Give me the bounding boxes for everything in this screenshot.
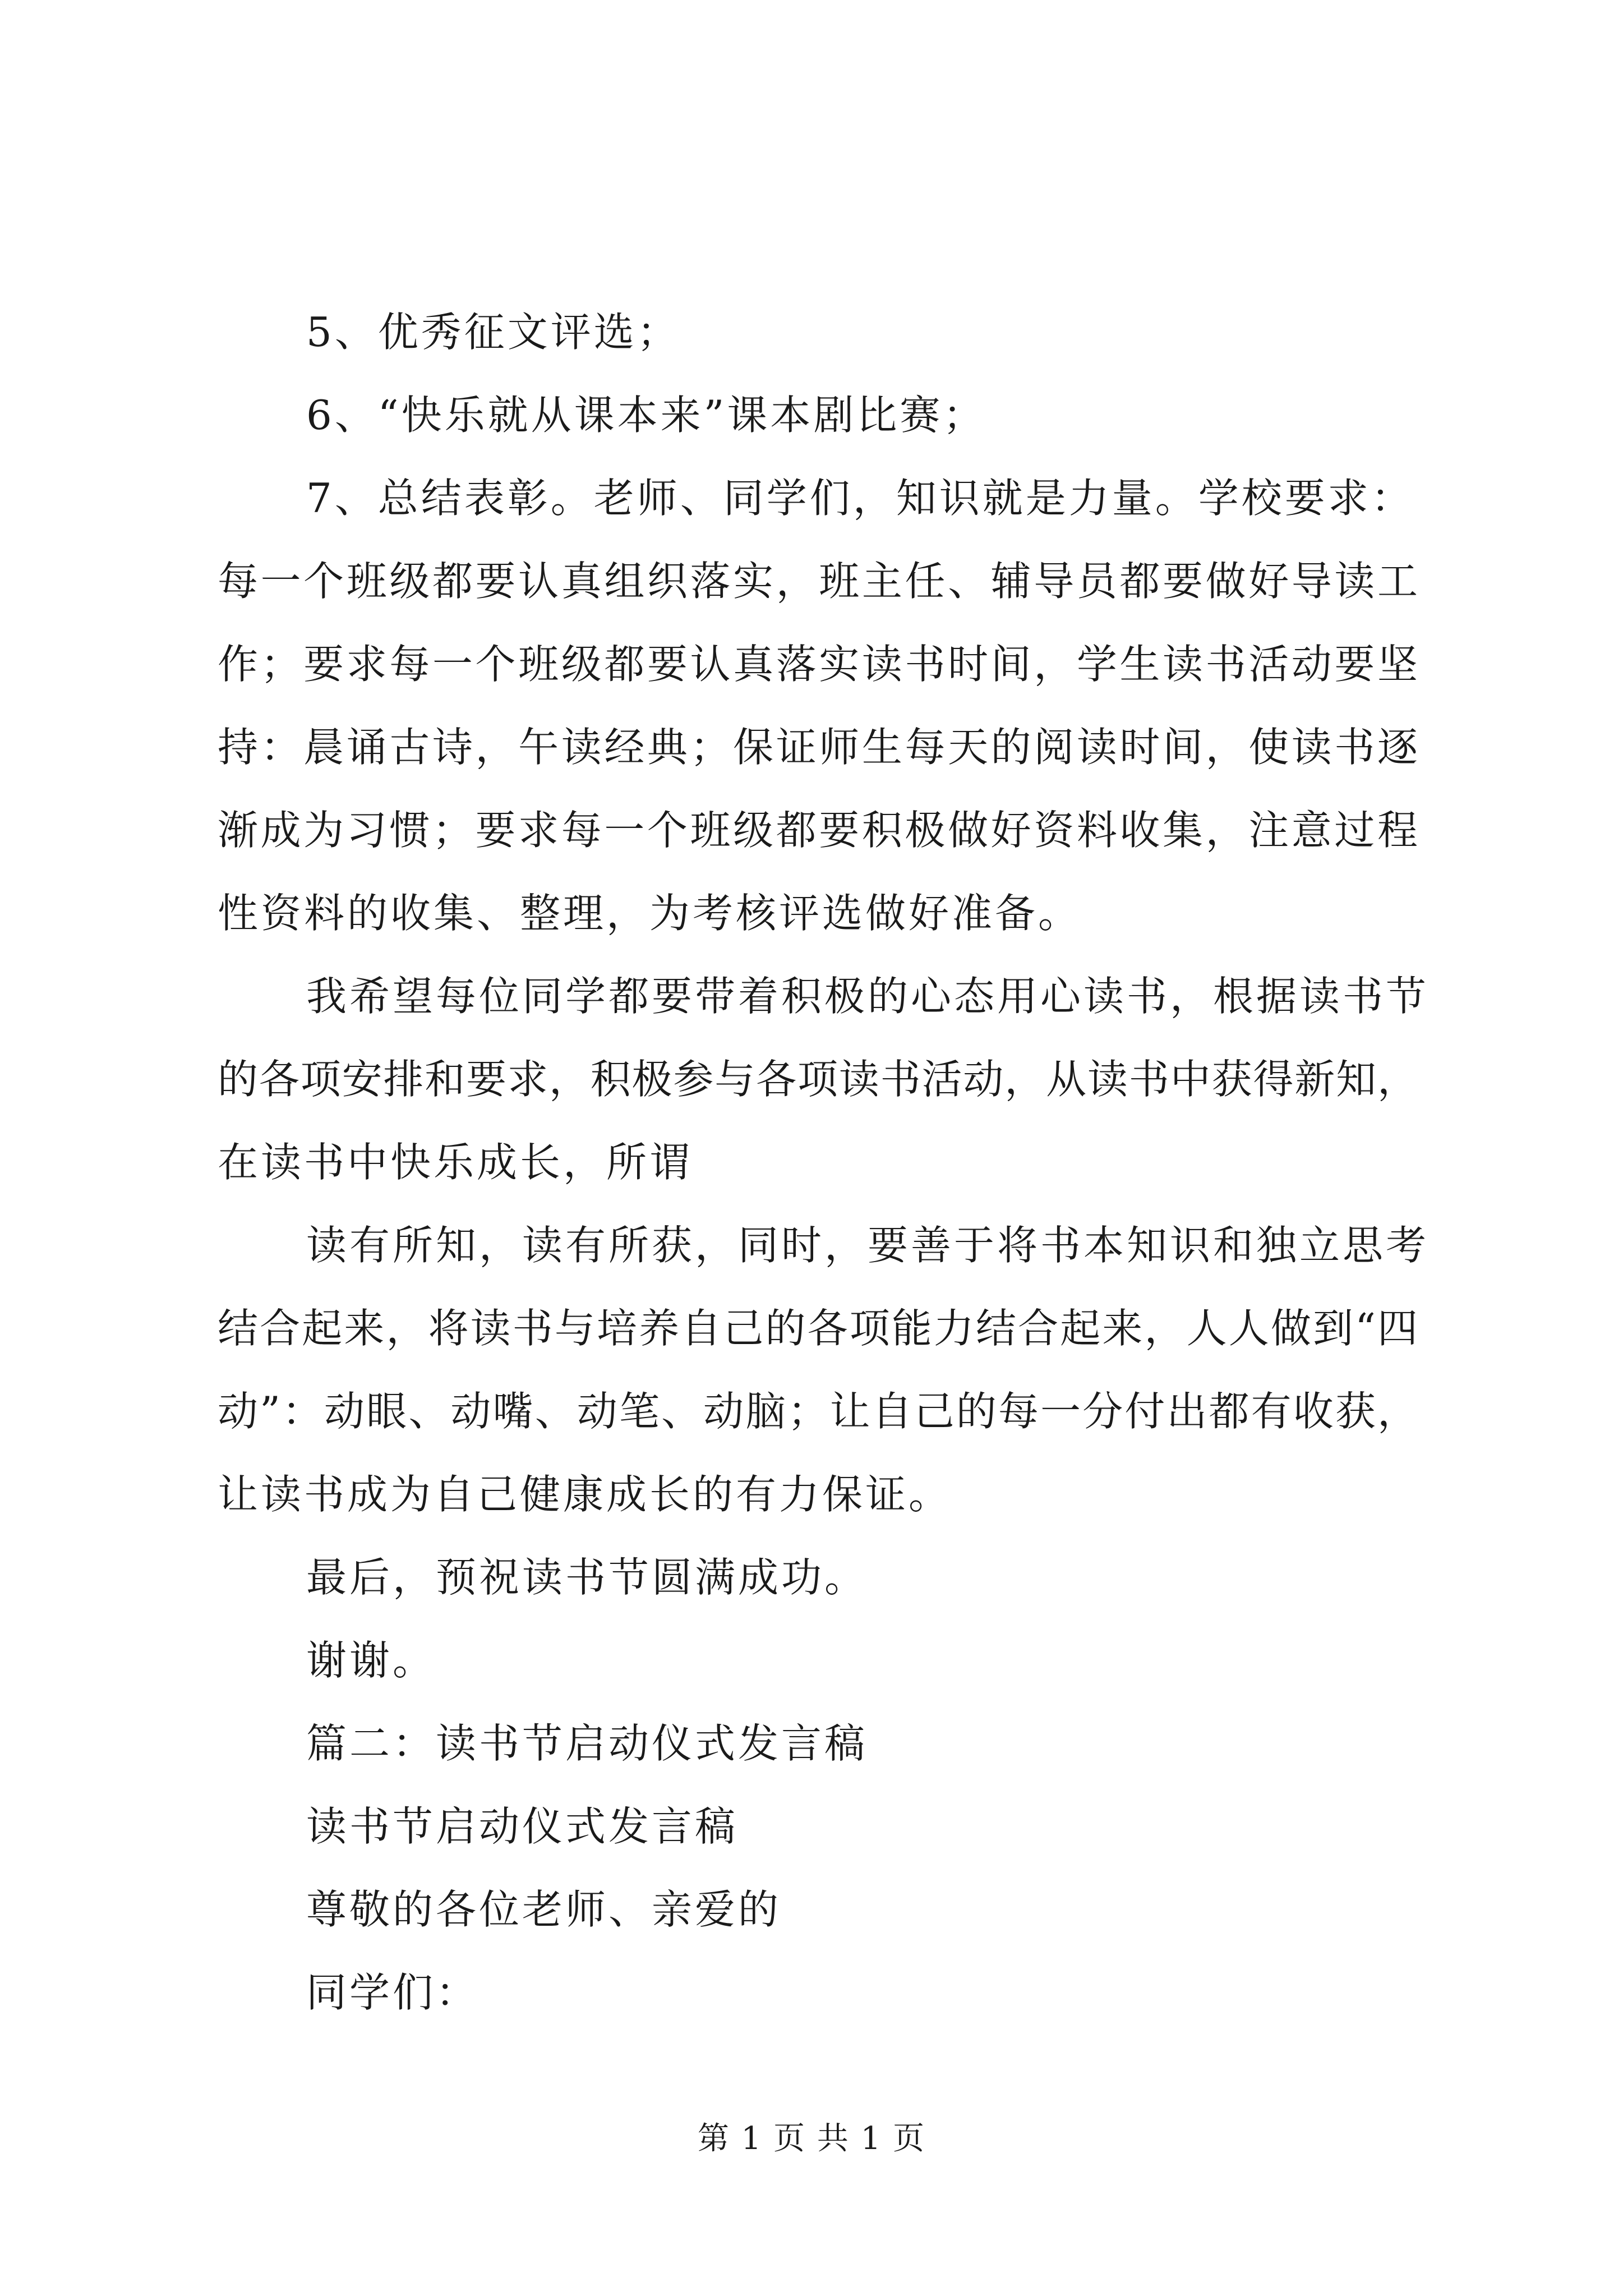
section-heading: 篇二：读书节启动仪式发言稿: [306, 1720, 868, 1767]
page-footer: 第 1 页 共 1 页: [697, 2120, 926, 2157]
salutation-continued: 同学们：: [306, 1969, 479, 2016]
paragraph-summary: [218, 457, 1418, 955]
paragraph-hope: [218, 955, 1430, 1204]
paragraph-line: 在读书中快乐成长，所谓: [218, 1139, 693, 1186]
thanks: 谢谢。: [306, 1637, 436, 1684]
paragraph-line: 我希望每位同学都要带着积极的心态用心读书，根据读书节: [306, 973, 1430, 1020]
paragraph-line: 渐成为习惯；要求每一个班级都要积极做好资料收集，注意过程: [218, 807, 1418, 854]
paragraph-line: 的各项安排和要求，积极参与各项读书活动，从读书中获得新知，: [218, 1056, 1418, 1103]
paragraph-line: 动”：动眼、动嘴、动笔、动脑；让自己的每一分付出都有收获，: [218, 1388, 1418, 1435]
list-item-5: 5、优秀征文评选；: [306, 309, 680, 356]
paragraph-line: 结合起来，将读书与培养自己的各项能力结合起来，人人做到“四: [218, 1305, 1418, 1352]
paragraph-line: 性资料的收集、整理，为考核评选做好准备。: [218, 890, 1082, 937]
paragraph-line: 作；要求每一个班级都要认真落实读书时间，学生读书活动要坚: [218, 641, 1418, 688]
speech-title: 读书节启动仪式发言稿: [306, 1803, 739, 1850]
paragraph-reading: [218, 1204, 1430, 1536]
paragraph-line: 每一个班级都要认真组织落实，班主任、辅导员都要做好导读工: [218, 558, 1418, 605]
paragraph-line: 让读书成为自己健康成长的有力保证。: [218, 1471, 952, 1518]
closing-wish: 最后，预祝读书节圆满成功。: [306, 1554, 868, 1601]
paragraph-line: 7、总结表彰。老师、同学们，知识就是力量。学校要求：: [306, 475, 1414, 522]
list-item-6: 6、“快乐就从课本来”课本剧比赛；: [306, 392, 986, 439]
paragraph-line: 持：晨诵古诗，午读经典；保证师生每天的阅读时间，使读书逐: [218, 724, 1418, 771]
paragraph-line: 读有所知，读有所获，同时，要善于将书本知识和独立思考: [306, 1222, 1430, 1269]
salutation: 尊敬的各位老师、亲爱的: [306, 1886, 782, 1933]
